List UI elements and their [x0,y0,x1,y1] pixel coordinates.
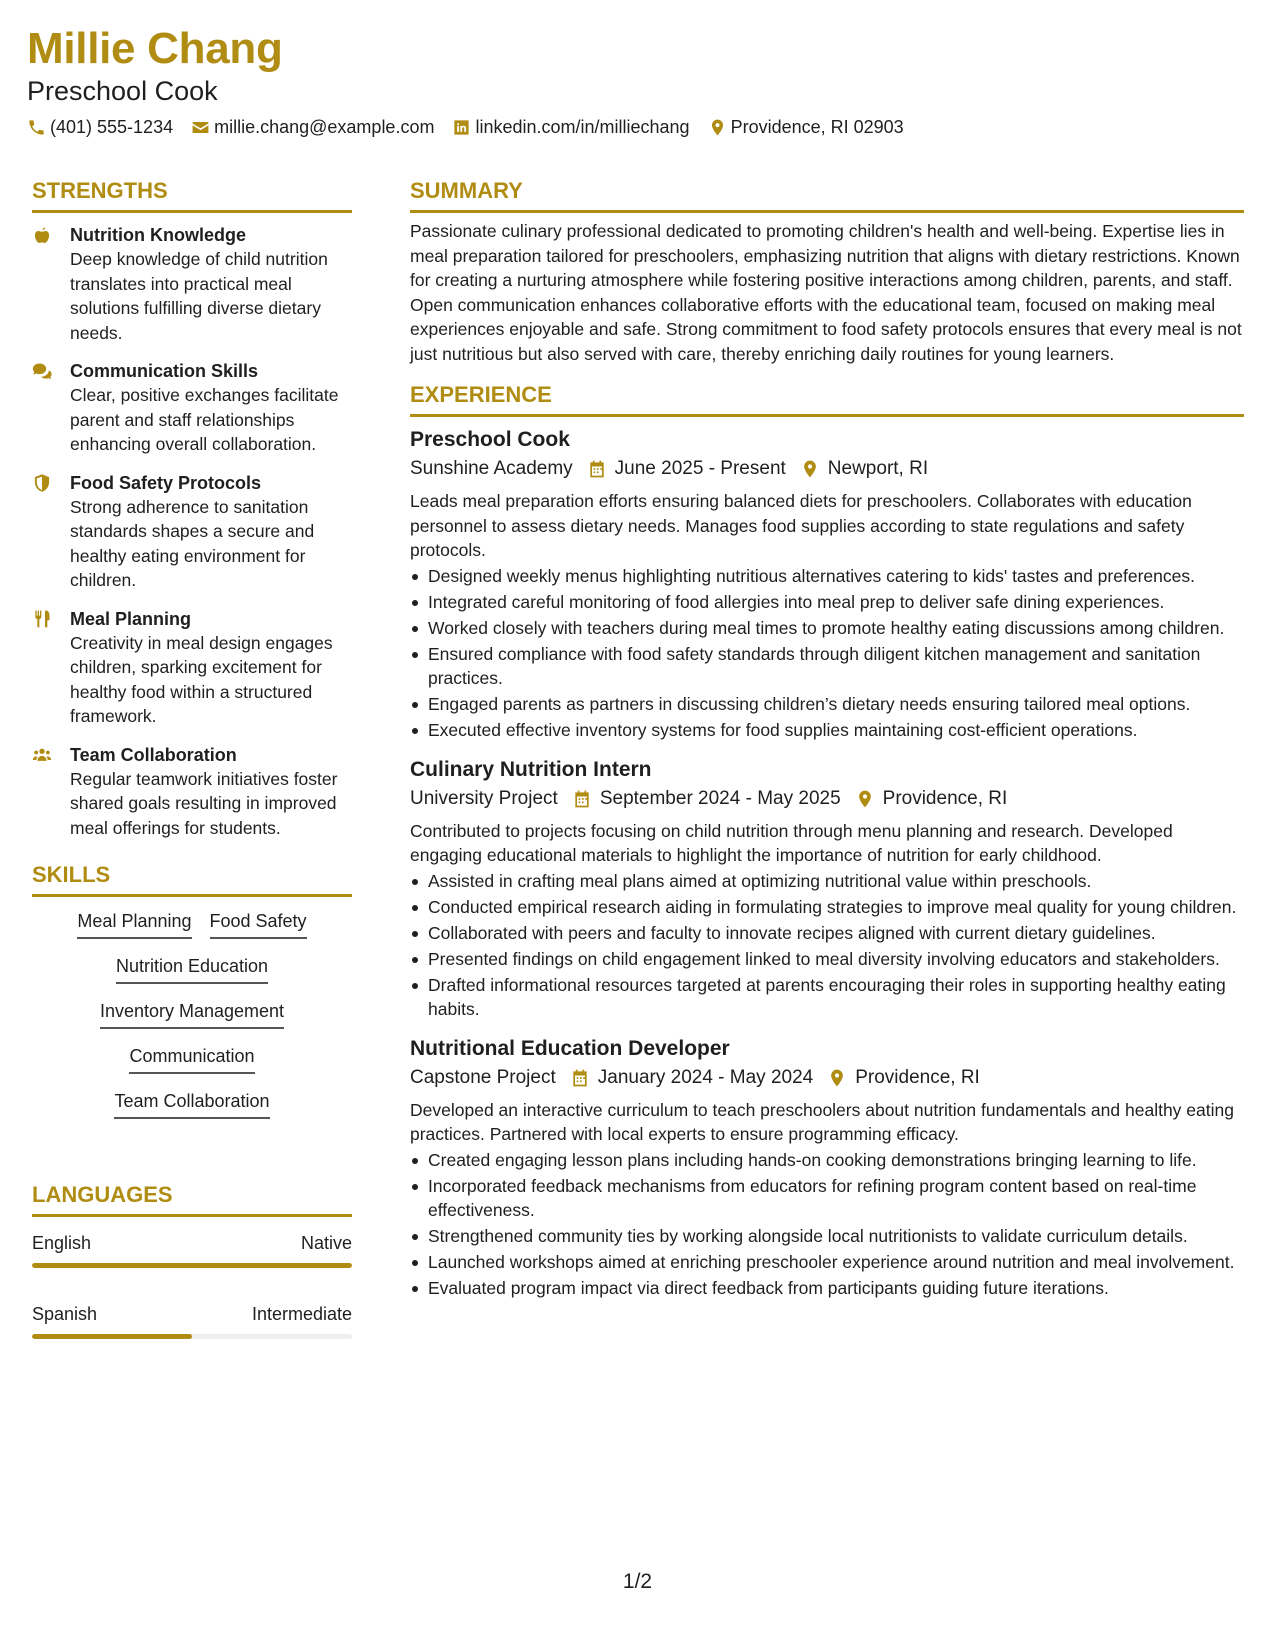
left-column [32,176,352,1339]
job-title: Culinary Nutrition Intern [410,757,652,781]
language-item [32,1231,352,1268]
calendar-icon [587,459,607,479]
job-entry [410,755,1244,1022]
email-text[interactable]: millie.chang@example.com [214,117,435,137]
job-description: Leads meal preparation efforts ensuring balanced diets for preschoolers. Collaborates with education personnel to assess dietary needs. Manages food supplies according to state regulations and safety protocols. [410,491,1192,560]
job-org: University Project [410,787,558,809]
strength-desc: Deep knowledge of child nutrition translates into practical meal solutions fulfilling diverse dietary needs. [70,249,328,343]
job-bullet: Launched workshops aimed at enriching preschooler experience around nutrition and meal involvement. [410,1250,1244,1275]
strengths-list [32,223,352,840]
map-pin-icon [708,118,727,137]
job-bullet: Worked closely with teachers during meal times to promote healthy eating discussions among children. [410,616,1244,641]
job-bullet: Incorporated feedback mechanisms from educators for refining program content based on real-time effectiveness. [410,1174,1244,1223]
phone-icon [27,118,46,137]
language-level: Native [300,1233,352,1253]
job-dates: September 2024 - May 2025 [599,787,841,809]
right-column [410,176,1244,1302]
candidate-title: Preschool Cook [27,76,218,106]
users-icon [32,745,52,765]
language-name: English [32,1233,92,1253]
job-description: Contributed to projects focusing on child nutrition through menu planning and research. Developed engaging educational materials to highlight the importance of nutrition for early childhood. [410,820,1173,865]
strength-item [32,471,352,593]
job-location: Providence, RI [882,787,1008,809]
utensils-icon [32,609,52,629]
calendar-icon [570,1068,590,1088]
job-bullet: Assisted in crafting meal plans aimed at optimizing nutritional value within preschools. [410,869,1244,894]
language-level: Intermediate [251,1304,352,1324]
skill-tag: Nutrition Education [116,954,268,984]
language-proficiency-fill [32,1334,192,1339]
contact-linkedin[interactable] [452,115,689,139]
experience-heading: EXPERIENCE [410,380,1244,417]
map-pin-icon [827,1068,847,1088]
strength-desc: Creativity in meal design engages children, sparking excitement for healthy food within a structured framework. [70,632,333,726]
page-number: 1/2 [622,1570,653,1593]
skills-heading: SKILLS [32,860,352,897]
job-org: Sunshine Academy [410,458,573,479]
job-bullet: Executed effective inventory systems for food supplies maintaining cost-efficient operations. [410,718,1244,743]
job-bullet: Integrated careful monitoring of food allergies into meal prep to deliver safe dining experiences. [410,590,1244,615]
comments-icon [32,361,52,381]
language-name: Spanish [32,1304,98,1324]
job-bullet: Drafted informational resources targeted at parents encouraging their roles in supporting healthy eating habits. [410,973,1244,1022]
resume-header [27,22,1247,139]
linkedin-icon [452,118,471,137]
language-proficiency-fill [32,1263,352,1268]
apple-icon [32,225,52,245]
job-bullet: Created engaging lesson plans including hands-on cooking demonstrations bringing learning to life. [410,1148,1244,1173]
languages-heading: LANGUAGES [32,1180,352,1217]
linkedin-text[interactable]: linkedin.com/in/milliechang [475,117,690,137]
job-title: Preschool Cook [410,428,570,451]
job-dates: June 2025 - Present [614,458,786,479]
contact-phone [27,115,173,139]
summary-heading: SUMMARY [410,176,1244,213]
job-entry [410,425,1244,743]
strength-title: Communication Skills [70,361,259,381]
strength-desc: Regular teamwork initiatives foster shared goals resulting in improved meal offerings for students. [70,768,338,838]
skill-tag: Meal Planning [77,909,191,939]
skill-tag: Food Safety [210,909,307,939]
skills-list [32,897,352,1134]
job-location: Providence, RI [855,1066,980,1088]
map-pin-icon [855,789,875,809]
candidate-name: Millie Chang [27,24,283,73]
strength-item [32,607,352,729]
job-bullet: Strengthened community ties by working alongside local nutritionists to validate curriculum details. [410,1224,1244,1249]
job-bullets [410,1148,1244,1301]
strength-desc: Strong adherence to sanitation standards shapes a secure and healthy eating environment for children. [70,496,315,590]
job-title: Nutritional Education Developer [410,1036,730,1060]
summary-text: Passionate culinary professional dedicated to promoting children's health and well-being. Expertise lies in meal preparation tailored for preschoolers, emphasizing nutrition that aligns with dietary restrictions. Known for creating a nurturing atmosphere while fostering positive interactions among children, parents, and staff. Open communication enhances collaborative efforts with the educational team, focused on making meal experiences enjoyable and safe. Strong commitment to food safety protocols ensures that every meal is not just nutritious but also served with care, thereby enriching daily routines for young learners. [410,221,1242,364]
job-meta [410,1064,1244,1092]
shield-icon [32,473,52,493]
job-dates: January 2024 - May 2024 [597,1066,814,1088]
strength-title: Food Safety Protocols [70,472,262,493]
skill-tag: Team Collaboration [114,1089,269,1119]
contact-bar [27,115,1247,139]
job-bullet: Engaged parents as partners in discussing children’s dietary needs ensuring tailored meal options. [410,692,1244,717]
job-bullets [410,869,1244,1022]
strength-title: Team Collaboration [70,744,237,765]
strength-item [32,359,352,457]
job-meta [410,455,1244,483]
skill-tag: Inventory Management [100,999,284,1029]
skill-tag: Communication [129,1044,254,1074]
job-bullet: Collaborated with peers and faculty to innovate recipes aligned with current dietary guidelines. [410,921,1244,946]
job-bullets [410,564,1244,743]
job-description: Developed an interactive curriculum to teach preschoolers about nutrition fundamentals and healthy eating practices. Partnered with local experts to ensure programming efficacy. [410,1099,1234,1144]
experience-list [410,425,1244,1301]
strength-item [32,743,352,841]
strength-title: Nutrition Knowledge [70,225,246,245]
language-item [32,1302,352,1339]
language-proficiency-bar [32,1263,352,1268]
job-bullet: Evaluated program impact via direct feedback from participants guiding future iterations. [410,1276,1244,1301]
calendar-icon [572,789,592,809]
contact-location [708,115,904,139]
job-bullet: Presented findings on child engagement linked to meal diversity involving educators and stakeholders. [410,947,1244,972]
map-pin-icon [800,459,820,479]
job-bullet: Conducted empirical research aiding in formulating strategies to improve meal quality for young children. [410,895,1244,920]
strength-title: Meal Planning [70,608,192,629]
location-text: Providence, RI 02903 [730,117,904,137]
envelope-icon [191,118,210,137]
language-proficiency-bar [32,1334,352,1339]
strength-item [32,223,352,345]
job-bullet: Ensured compliance with food safety standards through diligent kitchen management and sanitation practices. [410,642,1244,691]
phone-text: (401) 555-1234 [50,117,174,137]
contact-email[interactable] [191,115,434,139]
job-meta [410,785,1244,813]
strength-desc: Clear, positive exchanges facilitate parent and staff relationships enhancing overall collaboration. [70,385,339,454]
job-entry [410,1034,1244,1301]
strengths-heading: STRENGTHS [32,176,352,213]
job-org: Capstone Project [410,1066,556,1088]
job-bullet: Designed weekly menus highlighting nutritious alternatives catering to kids' tastes and preferences. [410,564,1244,589]
job-location: Newport, RI [827,458,929,479]
